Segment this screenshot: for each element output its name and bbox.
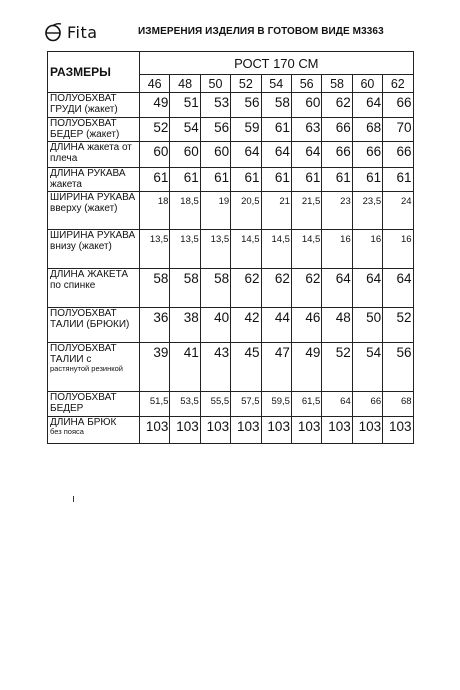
value-cell: 61 [140,168,170,192]
value-cell: 56 [383,343,413,392]
value-cell: 13,5 [170,230,200,269]
value-cell: 38 [170,308,200,343]
value-cell: 68 [383,392,413,417]
row-label-text: ДЛИНА жакета от плеча [50,142,132,164]
size-header-cell: 56 [291,75,321,93]
table-row [48,392,414,417]
value-cell: 14,5 [291,230,321,269]
value-cell: 60 [140,142,170,168]
row-label-text: ПОЛУОБХВАТ БЕДЕР (жакет) [50,118,120,140]
value-cell: 62 [322,93,352,118]
stray-mark [73,496,74,502]
value-cell: 59 [231,118,261,142]
value-cell: 103 [140,417,170,444]
value-cell: 64 [231,142,261,168]
value-cell: 50 [352,308,382,343]
table-row [48,230,414,269]
value-cell: 103 [200,417,230,444]
size-header-cell: 52 [231,75,261,93]
value-cell: 57,5 [231,392,261,417]
value-cell: 103 [291,417,321,444]
value-cell: 62 [291,269,321,308]
size-header-cell: 46 [140,75,170,93]
row-label-text: ПОЛУОБХВАТ ГРУДИ (жакет) [50,93,118,115]
value-cell: 16 [383,230,413,269]
value-cell: 59,5 [261,392,291,417]
value-cell: 20,5 [231,192,261,230]
value-cell: 36 [140,308,170,343]
table-row [48,168,414,192]
value-cell: 55,5 [200,392,230,417]
value-cell: 41 [170,343,200,392]
value-cell: 49 [140,93,170,118]
value-cell: 103 [261,417,291,444]
value-cell: 21 [261,192,291,230]
value-cell: 61 [261,168,291,192]
value-cell: 58 [200,269,230,308]
value-cell: 66 [383,142,413,168]
value-cell: 44 [261,308,291,343]
value-cell: 53 [200,93,230,118]
value-cell: 52 [322,343,352,392]
value-cell: 66 [322,142,352,168]
value-cell: 66 [322,118,352,142]
table-row [48,142,414,168]
table-row [48,308,414,343]
value-cell: 66 [352,142,382,168]
value-cell: 103 [383,417,413,444]
value-cell: 45 [231,343,261,392]
value-cell: 51,5 [140,392,170,417]
value-cell: 64 [291,142,321,168]
value-cell: 61 [352,168,382,192]
sizes-header: РАЗМЕРЫ [48,52,140,93]
row-label-text: ДЛИНА БРЮК [50,417,117,428]
row-label-text: ПОЛУОБХВАТ ТАЛИИ с [50,343,117,365]
value-cell: 64 [383,269,413,308]
value-cell: 64 [322,392,352,417]
row-label [48,392,140,417]
row-label [48,343,140,392]
value-cell: 103 [322,417,352,444]
row-label [48,230,140,269]
value-cell: 23,5 [352,192,382,230]
value-cell: 52 [140,118,170,142]
value-cell: 49 [291,343,321,392]
value-cell: 61 [261,118,291,142]
value-cell: 23 [322,192,352,230]
value-cell: 64 [322,269,352,308]
value-cell: 47 [261,343,291,392]
row-label [48,417,140,444]
row-label [48,168,140,192]
value-cell: 40 [200,308,230,343]
value-cell: 61 [291,168,321,192]
value-cell: 58 [140,269,170,308]
row-label-text: ШИРИНА РУКАВА внизу (жакет) [50,230,136,252]
table-header-row [48,52,414,75]
value-cell: 53,5 [170,392,200,417]
page-header [44,22,444,44]
value-cell: 54 [352,343,382,392]
value-cell: 66 [383,93,413,118]
value-cell: 103 [352,417,382,444]
value-cell: 42 [231,308,261,343]
value-cell: 56 [231,93,261,118]
row-label-note: растянутой резинкой [50,364,123,373]
value-cell: 13,5 [200,230,230,269]
table-row [48,93,414,118]
size-header-cell: 54 [261,75,291,93]
value-cell: 61 [231,168,261,192]
value-cell: 43 [200,343,230,392]
value-cell: 18 [140,192,170,230]
value-cell: 16 [352,230,382,269]
value-cell: 58 [170,269,200,308]
value-cell: 61 [200,168,230,192]
size-header-cell: 62 [383,75,413,93]
value-cell: 56 [200,118,230,142]
value-cell: 24 [383,192,413,230]
value-cell: 60 [291,93,321,118]
value-cell: 103 [170,417,200,444]
row-label [48,118,140,142]
value-cell: 14,5 [231,230,261,269]
table-row [48,118,414,142]
brand-logo [44,22,98,42]
row-label-text: ПОЛУОБХВАТ ТАЛИИ (БРЮКИ) [50,308,130,330]
value-cell: 70 [383,118,413,142]
value-cell: 39 [140,343,170,392]
table-row [48,192,414,230]
value-cell: 16 [322,230,352,269]
value-cell: 64 [261,142,291,168]
value-cell: 13,5 [140,230,170,269]
value-cell: 61,5 [291,392,321,417]
size-header-cell: 58 [322,75,352,93]
value-cell: 68 [352,118,382,142]
size-header-cell: 50 [200,75,230,93]
table-row [48,343,414,392]
value-cell: 52 [383,308,413,343]
growth-header: РОСТ 170 СМ [140,52,414,75]
value-cell: 64 [352,93,382,118]
value-cell: 60 [200,142,230,168]
value-cell: 62 [231,269,261,308]
size-header-cell: 60 [352,75,382,93]
fita-logo-icon [44,22,64,42]
row-label [48,93,140,118]
value-cell: 58 [261,93,291,118]
value-cell: 61 [322,168,352,192]
value-cell: 51 [170,93,200,118]
value-cell: 63 [291,118,321,142]
row-label-text: ШИРИНА РУКАВА вверху (жакет) [50,192,136,214]
value-cell: 64 [352,269,382,308]
row-label [48,269,140,308]
value-cell: 19 [200,192,230,230]
value-cell: 48 [322,308,352,343]
value-cell: 61 [383,168,413,192]
page-title: ИЗМЕРЕНИЯ ИЗДЕЛИЯ В ГОТОВОМ ВИДЕ М3363 [138,26,384,37]
row-label [48,192,140,230]
row-label-text: ПОЛУОБХВАТ БЕДЕР [50,392,117,414]
value-cell: 54 [170,118,200,142]
size-table [47,51,414,444]
value-cell: 61 [170,168,200,192]
row-label [48,308,140,343]
row-label-text: ДЛИНА РУКАВА жакета [50,168,126,190]
value-cell: 62 [261,269,291,308]
row-label-note: без пояса [50,427,84,436]
value-cell: 46 [291,308,321,343]
table-row [48,269,414,308]
table-row [48,417,414,444]
value-cell: 14,5 [261,230,291,269]
row-label-text: ДЛИНА ЖАКЕТА по спинке [50,269,129,291]
value-cell: 18,5 [170,192,200,230]
value-cell: 103 [231,417,261,444]
brand-name: Fita [67,22,98,42]
value-cell: 21,5 [291,192,321,230]
size-header-cell: 48 [170,75,200,93]
value-cell: 66 [352,392,382,417]
row-label [48,142,140,168]
value-cell: 60 [170,142,200,168]
